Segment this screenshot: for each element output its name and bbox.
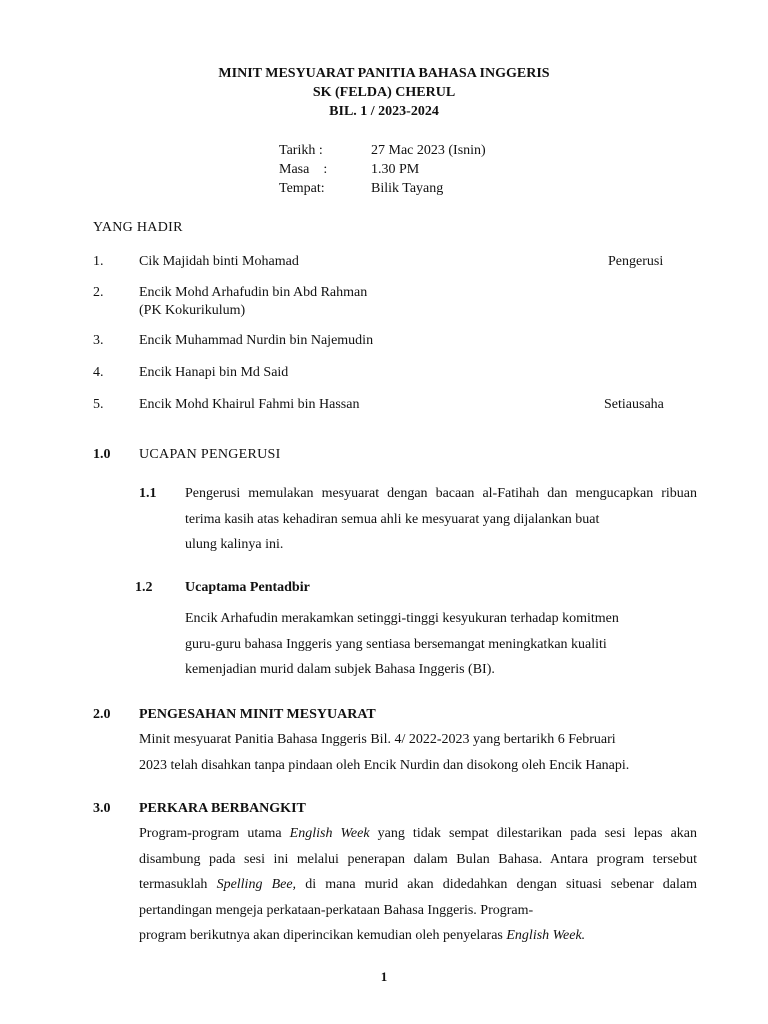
meta-venue-value: Bilik Tayang	[371, 181, 444, 196]
attendee-position: (PK Kokurikulum)	[139, 303, 246, 318]
paragraph-line: guru-guru bahasa Inggeris yang sentiasa bersemangat meningkatkan kualiti	[185, 637, 607, 652]
subsection-paragraph: Pengerusi memulakan mesyuarat dengan bacaan al-Fatihah dan mengucapkan ribuan terima kasih atas kehadiran semua ahli ke mesyuarat yang dijalankan buat ulung kalinya ini.	[185, 486, 697, 552]
section-number: 3.0	[93, 801, 111, 816]
attendee-role: Pengerusi	[608, 254, 664, 269]
attendee-name: Cik Majidah binti Mohamad	[139, 254, 299, 269]
paragraph-line: kemenjadian murid dalam subjek Bahasa Inggeris (BI).	[185, 662, 495, 677]
meta-date-label: Tarikh :	[279, 143, 323, 158]
document-title: MINIT MESYUARAT PANITIA BAHASA INGGERIS	[218, 66, 550, 81]
meta-time-value: 1.30 PM	[371, 162, 420, 177]
attendee-name: Encik Mohd Arhafudin bin Abd Rahman	[139, 285, 368, 300]
attendee-number: 2.	[93, 285, 104, 300]
page-number: 1	[380, 969, 388, 984]
attendee-name: Encik Mohd Khairul Fahmi bin Hassan	[139, 397, 360, 412]
section-paragraph: Program-program utama English Week yang tidak sempat dilestarikan pada sesi lepas akan disambung pada sesi ini melalui penerapan dalam Bulan Bahasa. Antara program tersebut termasuklah Spelling Bee, di mana murid akan didedahkan dengan situasi sebenar dalam pertandingan mengeja perkataan-perkataan Bahasa Inggeris. Program- program berikutnya akan diperincikan kemudian oleh penyelaras English Week.	[139, 826, 697, 943]
subsection-number: 1.1	[139, 486, 157, 501]
section-title: PERKARA BERBANGKIT	[139, 801, 306, 816]
section-title: UCAPAN PENGERUSI	[139, 447, 281, 462]
attendee-number: 1.	[93, 254, 104, 269]
attendance-heading: YANG HADIR	[93, 220, 183, 235]
attendee-number: 5.	[93, 397, 104, 412]
attendee-name: Encik Muhammad Nurdin bin Najemudin	[139, 333, 374, 348]
paragraph-line: Encik Arhafudin merakamkan setinggi-tinggi kesyukuran terhadap komitmen	[185, 611, 619, 626]
meta-time-label: Masa :	[279, 162, 328, 177]
section-number: 1.0	[93, 447, 111, 462]
attendee-number: 3.	[93, 333, 104, 348]
meta-date-value: 27 Mac 2023 (Isnin)	[371, 143, 486, 158]
paragraph-line: 2023 telah disahkan tanpa pindaan oleh Encik Nurdin dan disokong oleh Encik Hanapi.	[139, 758, 630, 773]
section-title: PENGESAHAN MINIT MESYUARAT	[139, 707, 376, 722]
section-number: 2.0	[93, 707, 111, 722]
subsection-title: Ucaptama Pentadbir	[185, 580, 310, 595]
meta-venue-label: Tempat:	[279, 181, 325, 196]
attendee-name: Encik Hanapi bin Md Said	[139, 365, 289, 380]
meeting-number: BIL. 1 / 2023-2024	[329, 104, 439, 119]
school-name: SK (FELDA) CHERUL	[312, 85, 456, 100]
subsection-number: 1.2	[135, 580, 153, 595]
attendee-role: Setiausaha	[604, 397, 664, 412]
paragraph-line: Minit mesyuarat Panitia Bahasa Inggeris Bil. 4/ 2022-2023 yang bertarikh 6 Februari	[139, 732, 616, 747]
attendee-number: 4.	[93, 365, 104, 380]
